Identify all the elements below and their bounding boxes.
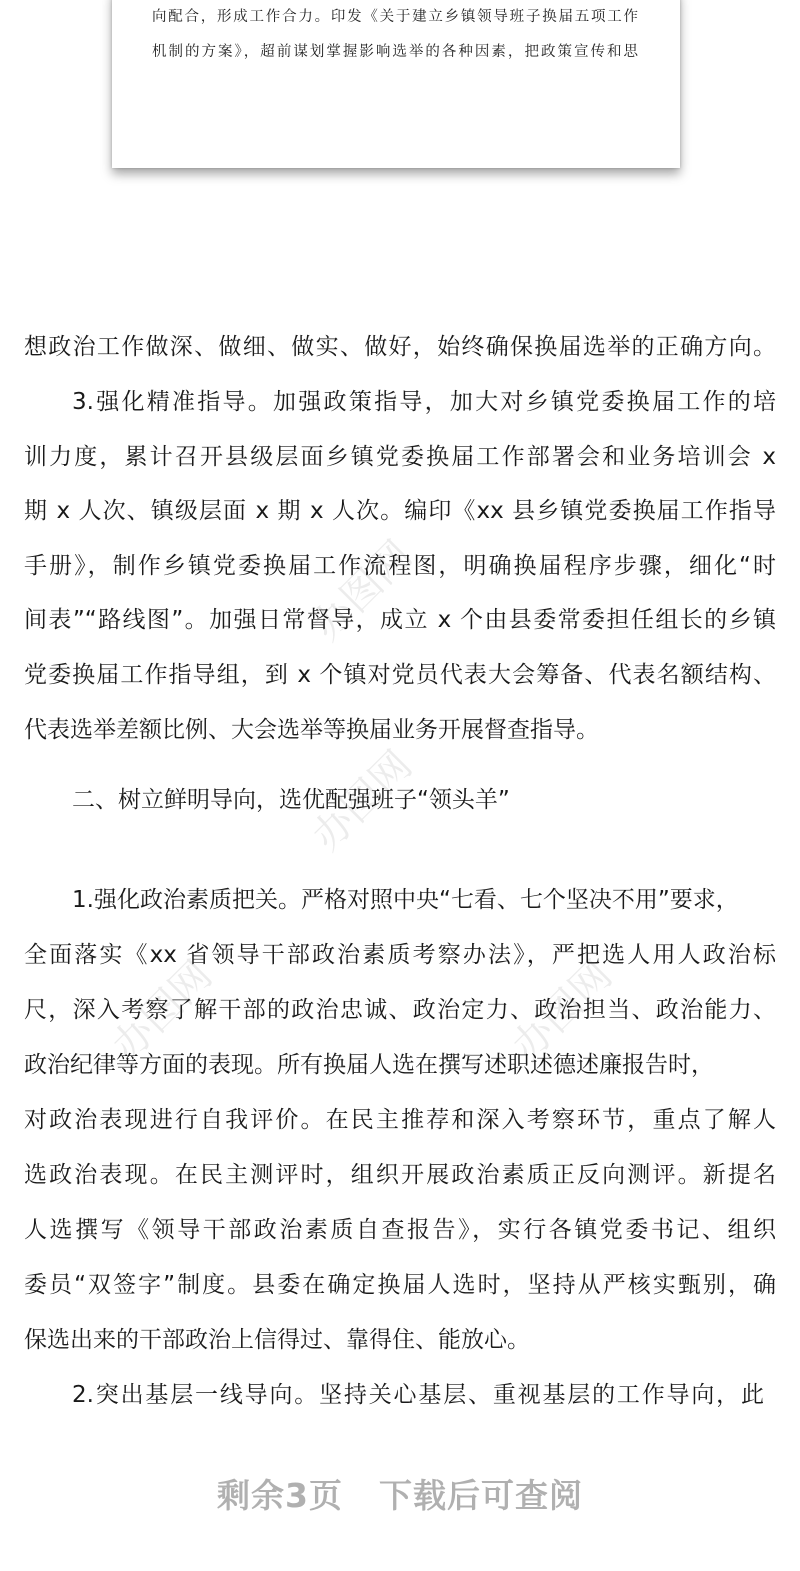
watermark: 办图网: [503, 952, 622, 1070]
section-heading: 二、树立鲜明导向，选优配强班子“领头羊”: [72, 787, 510, 813]
watermark: 办图网: [303, 742, 422, 860]
download-to-view-label[interactable]: 下载后可查阅: [378, 1476, 583, 1515]
watermark: 办图网: [103, 952, 222, 1070]
body-line: 对政治表现进行自我评价。在民主推荐和深入考察环节，重点了解人: [24, 1107, 776, 1133]
body-line: 2.突出基层一线导向。坚持关心基层、重视基层的工作导向，此: [72, 1382, 764, 1408]
body-line: 人选撰写《领导干部政治素质自查报告》，实行各镇党委书记、组织: [24, 1217, 776, 1243]
body-line: 1.强化政治素质把关。严格对照中央“七看、七个坚决不用”要求，: [72, 887, 739, 913]
download-prompt[interactable]: [0, 1470, 800, 1517]
remaining-pages-label: 剩余3页: [217, 1476, 343, 1515]
card-text-line: 向配合，形成工作合力。印发《关于建立乡镇领导班子换届五项工作: [152, 9, 638, 25]
body-line: 尺，深入考察了解干部的政治忠诚、政治定力、政治担当、政治能力、: [24, 997, 776, 1023]
body-line: 政治纪律等方面的表现。所有换届人选在撰写述职述德述廉报告时，: [24, 1052, 714, 1078]
body-line: 期 x 人次、镇级层面 x 期 x 人次。编印《xx 县乡镇党委换届工作指导: [24, 498, 776, 524]
card-text-line: 机制的方案》，超前谋划掌握影响选举的各种因素，把政策宣传和思: [152, 44, 638, 60]
body-line: 选政治表现。在民主测评时，组织开展政治素质正反向测评。新提名: [24, 1162, 776, 1188]
body-line: 训力度，累计召开县级层面乡镇党委换届工作部署会和业务培训会 x: [24, 444, 776, 470]
body-line: 保选出来的干部政治上信得过、靠得住、能放心。: [24, 1327, 530, 1353]
body-line: 委员“双签字”制度。县委在确定换届人选时，坚持从严核实甄别，确: [24, 1272, 776, 1298]
body-line: 3.强化精准指导。加强政策指导，加大对乡镇党委换届工作的培: [72, 389, 776, 415]
body-line: 手册》，制作乡镇党委换届工作流程图，明确换届程序步骤，细化“时: [24, 553, 776, 579]
body-line: 间表”“路线图”。加强日常督导，成立 x 个由县委常委担任组长的乡镇: [24, 607, 776, 633]
body-line: 党委换届工作指导组，到 x 个镇对党员代表大会筹备、代表名额结构、: [24, 662, 776, 688]
body-line: 代表选举差额比例、大会选举等换届业务开展督查指导。: [24, 717, 599, 743]
preview-page-card: [112, 0, 680, 168]
watermark: 办图网: [303, 532, 422, 650]
body-line: 全面落实《xx 省领导干部政治素质考察办法》，严把选人用人政治标: [24, 942, 776, 968]
body-line: 想政治工作做深、做细、做实、做好，始终确保换届选举的正确方向。: [24, 334, 776, 360]
